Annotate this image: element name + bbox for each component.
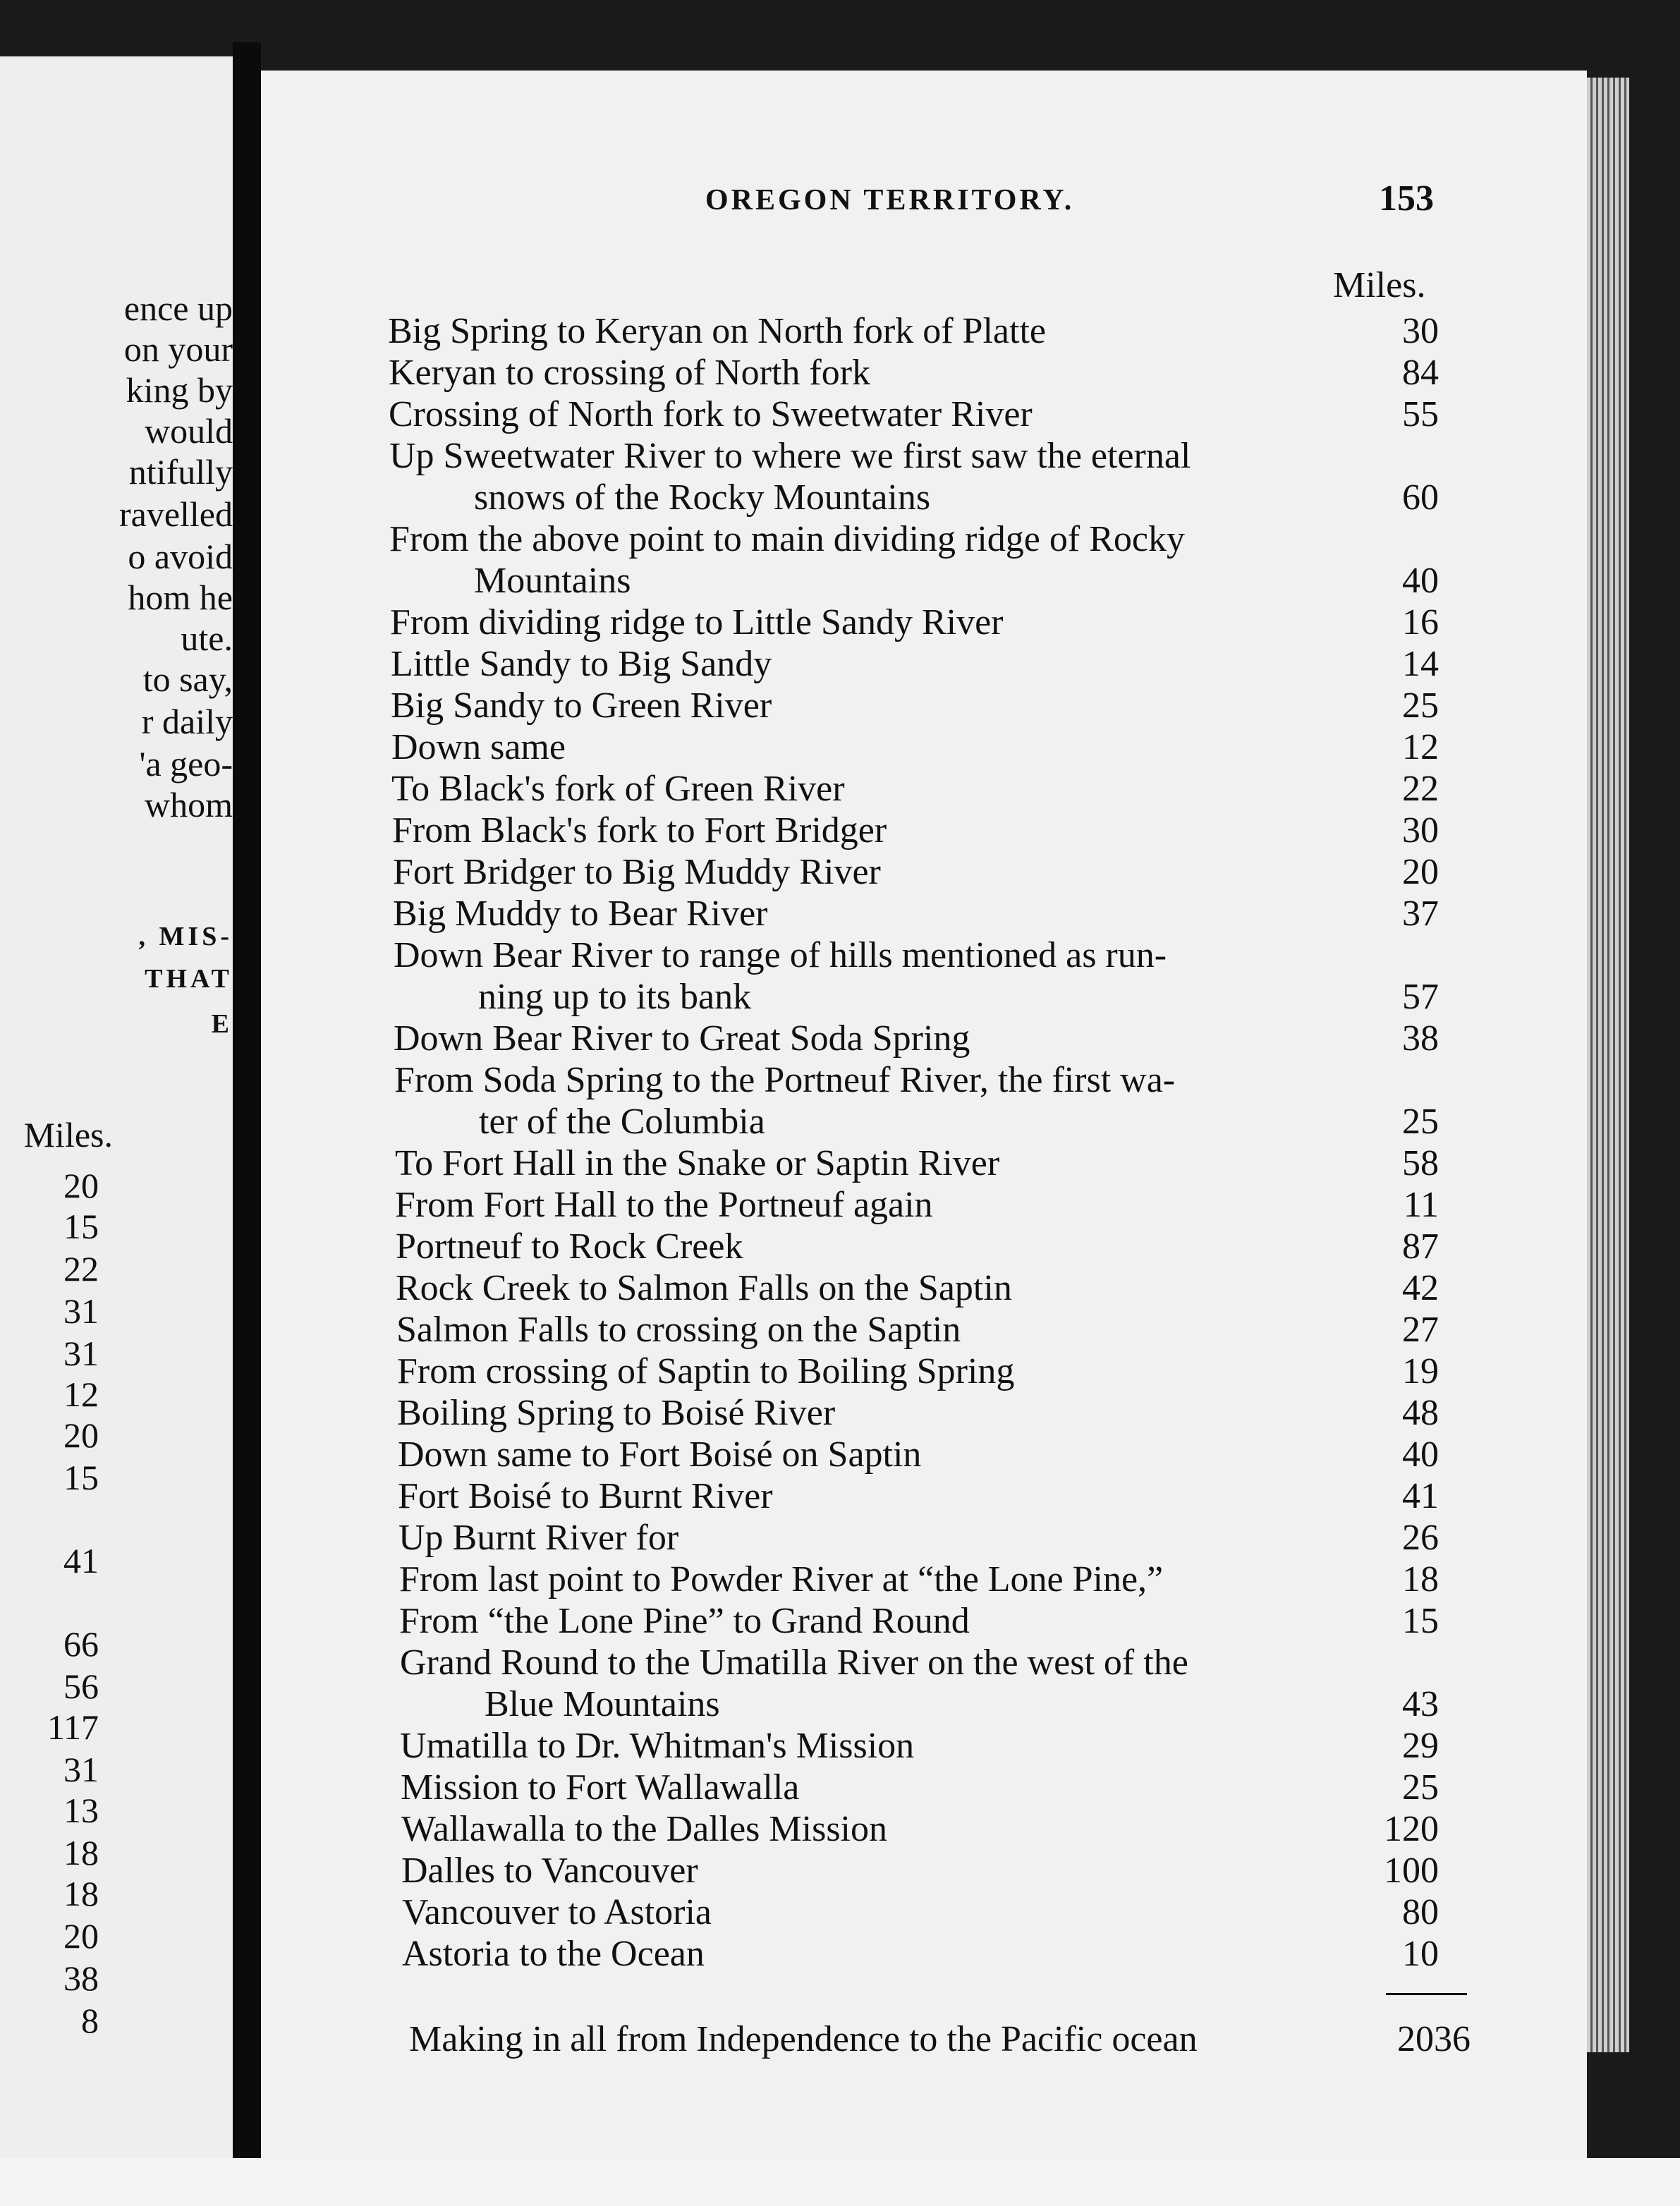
left-miles-value: 20 xyxy=(63,1166,99,1205)
entry-route: Keryan to crossing of North fork xyxy=(389,353,871,393)
left-miles-value: 56 xyxy=(63,1666,99,1706)
book-bottom-edge xyxy=(0,2158,1680,2206)
entry-route: Rock Creek to Salmon Falls on the Saptin xyxy=(396,1268,1012,1308)
entry-miles: 40 xyxy=(1402,1434,1439,1475)
left-miles-value: 8 xyxy=(81,2001,99,2040)
page-number: 153 xyxy=(1379,178,1434,219)
entry-route: Salmon Falls to crossing on the Saptin xyxy=(396,1310,961,1350)
entry-route: Vancouver to Astoria xyxy=(402,1892,712,1932)
left-miles-value: 18 xyxy=(63,1833,99,1872)
entry-route: Fort Boisé to Burnt River xyxy=(398,1476,773,1516)
left-page-line: ence up xyxy=(123,288,233,328)
left-miles-value: 38 xyxy=(63,1958,99,1998)
entry-route: Dalles to Vancouver xyxy=(401,1851,698,1891)
entry-miles: 60 xyxy=(1402,477,1439,518)
entry-route: From dividing ridge to Little Sandy River xyxy=(390,602,1004,642)
left-miles-value: 20 xyxy=(63,1916,99,1956)
entry-miles: 26 xyxy=(1402,1518,1439,1558)
total-label: Making in all from Independence to the Pacific ocean xyxy=(409,2019,1198,2059)
entry-miles: 18 xyxy=(1402,1559,1439,1599)
left-miles-value: 31 xyxy=(63,1750,99,1789)
entry-route: Down same xyxy=(391,727,566,767)
entry-route: Up Sweetwater River to where we first saw the eternal xyxy=(389,436,1191,476)
entry-route: To Black's fork of Green River xyxy=(391,769,845,809)
entry-route: To Fort Hall in the Snake or Saptin River xyxy=(395,1143,1000,1183)
entry-miles: 58 xyxy=(1402,1143,1439,1183)
running-head: OREGON TERRITORY. xyxy=(705,184,1075,217)
entry-miles: 19 xyxy=(1402,1351,1439,1391)
entry-route-continuation: ning up to its bank xyxy=(478,977,752,1017)
entry-route: From Fort Hall to the Portneuf again xyxy=(395,1185,933,1225)
entry-route: From the above point to main dividing ridge of Rocky xyxy=(389,519,1185,559)
entry-miles: 20 xyxy=(1402,852,1439,892)
miles-column-header: Miles. xyxy=(1333,265,1426,305)
left-miles-value: 31 xyxy=(63,1334,99,1373)
entry-route: Portneuf to Rock Creek xyxy=(396,1226,743,1267)
entry-route: Wallawalla to the Dalles Mission xyxy=(401,1809,887,1849)
entry-miles: 25 xyxy=(1402,1767,1439,1808)
left-page-line: would xyxy=(145,411,233,451)
entry-route: Big Spring to Keryan on North fork of Platte xyxy=(388,311,1046,351)
left-miles-value: 117 xyxy=(47,1707,99,1747)
entry-miles: 27 xyxy=(1402,1310,1439,1350)
entry-miles: 29 xyxy=(1402,1726,1439,1766)
left-miles-value: 18 xyxy=(63,1874,99,1913)
entry-route: From Soda Spring to the Portneuf River, the first wa- xyxy=(394,1060,1176,1100)
left-page-line: whom xyxy=(145,785,233,824)
entry-miles: 12 xyxy=(1402,727,1439,767)
left-miles-value: 12 xyxy=(63,1375,99,1414)
entry-route: Little Sandy to Big Sandy xyxy=(391,644,772,684)
entry-route: Down Bear River to Great Soda Spring xyxy=(394,1018,970,1059)
left-miles-value: 31 xyxy=(63,1291,99,1331)
entry-miles: 22 xyxy=(1402,769,1439,809)
entry-route: Down same to Fort Boisé on Saptin xyxy=(398,1434,922,1475)
entry-miles: 11 xyxy=(1403,1185,1439,1225)
left-page-line: o avoid xyxy=(128,537,233,576)
entry-route: Umatilla to Dr. Whitman's Mission xyxy=(400,1726,915,1766)
entry-miles: 41 xyxy=(1402,1476,1439,1516)
entry-miles: 10 xyxy=(1402,1934,1439,1974)
total-rule xyxy=(1386,1993,1467,1995)
left-miles-header: Miles. xyxy=(23,1115,113,1154)
left-miles-value: 15 xyxy=(63,1207,99,1246)
left-page-line: hom he xyxy=(128,578,233,617)
entry-miles: 120 xyxy=(1384,1809,1439,1849)
left-page xyxy=(0,56,237,2158)
entry-miles: 30 xyxy=(1402,810,1439,851)
entry-miles: 84 xyxy=(1402,353,1439,393)
left-page-line: ravelled xyxy=(118,494,233,534)
entry-route: Down Bear River to range of hills mentioned as run- xyxy=(394,935,1167,975)
left-page-heading-line: THAT xyxy=(145,964,233,994)
entry-miles: 55 xyxy=(1402,394,1439,434)
left-page-line: r daily xyxy=(141,702,233,741)
entry-miles: 43 xyxy=(1402,1684,1439,1724)
left-page-line: ute. xyxy=(181,618,233,658)
entry-route-continuation: Mountains xyxy=(474,561,631,601)
entry-miles: 15 xyxy=(1402,1601,1439,1641)
entry-miles: 42 xyxy=(1402,1268,1439,1308)
entry-route: Boiling Spring to Boisé River xyxy=(397,1393,836,1433)
left-page-line: to say, xyxy=(142,659,233,699)
left-page-heading-line: E xyxy=(211,1009,233,1039)
left-miles-value: 41 xyxy=(63,1541,99,1580)
entry-miles: 25 xyxy=(1402,685,1439,726)
entry-miles: 25 xyxy=(1402,1102,1439,1142)
left-page-heading-line: , MIS- xyxy=(138,922,233,951)
left-miles-value: 20 xyxy=(63,1415,99,1455)
left-miles-value: 13 xyxy=(63,1791,99,1830)
entry-route: From crossing of Saptin to Boiling Spring xyxy=(397,1351,1015,1391)
entry-miles: 38 xyxy=(1402,1018,1439,1059)
entry-miles: 40 xyxy=(1402,561,1439,601)
entry-miles: 80 xyxy=(1402,1892,1439,1932)
entry-route-continuation: snows of the Rocky Mountains xyxy=(474,477,931,518)
entry-route: From last point to Powder River at “the Lone Pine,” xyxy=(399,1559,1164,1599)
left-miles-value: 66 xyxy=(63,1624,99,1664)
entry-miles: 100 xyxy=(1384,1851,1439,1891)
entry-route: Big Sandy to Green River xyxy=(391,685,772,726)
entry-miles: 87 xyxy=(1402,1226,1439,1267)
total-miles: 2036 xyxy=(1397,2019,1471,2059)
entry-route: Big Muddy to Bear River xyxy=(393,894,768,934)
entry-route: Crossing of North fork to Sweetwater River xyxy=(389,394,1033,434)
entry-miles: 57 xyxy=(1402,977,1439,1017)
left-page-line: 'a geo- xyxy=(139,744,233,784)
entry-route: Mission to Fort Wallawalla xyxy=(401,1767,800,1808)
entry-miles: 30 xyxy=(1402,311,1439,351)
left-page-line: on your xyxy=(123,329,233,369)
left-miles-value: 15 xyxy=(63,1458,99,1497)
left-miles-value: 22 xyxy=(63,1249,99,1288)
entry-route: Astoria to the Ocean xyxy=(402,1934,705,1974)
book-gutter xyxy=(233,42,261,2206)
entry-miles: 14 xyxy=(1402,644,1439,684)
entry-route-continuation: Blue Mountains xyxy=(485,1684,720,1724)
page-edge xyxy=(1587,78,1629,2052)
entry-miles: 16 xyxy=(1402,602,1439,642)
entry-route: From Black's fork to Fort Bridger xyxy=(392,810,887,851)
entry-route: From “the Lone Pine” to Grand Round xyxy=(399,1601,970,1641)
entry-route: Up Burnt River for xyxy=(398,1518,679,1558)
entry-route: Grand Round to the Umatilla River on the west of the xyxy=(400,1643,1188,1683)
entry-miles: 37 xyxy=(1402,894,1439,934)
entry-route: Fort Bridger to Big Muddy River xyxy=(393,852,881,892)
entry-route-continuation: ter of the Columbia xyxy=(479,1102,765,1142)
entry-miles: 48 xyxy=(1402,1393,1439,1433)
left-page-line: king by xyxy=(126,370,233,410)
left-page-line: ntifully xyxy=(128,452,233,492)
